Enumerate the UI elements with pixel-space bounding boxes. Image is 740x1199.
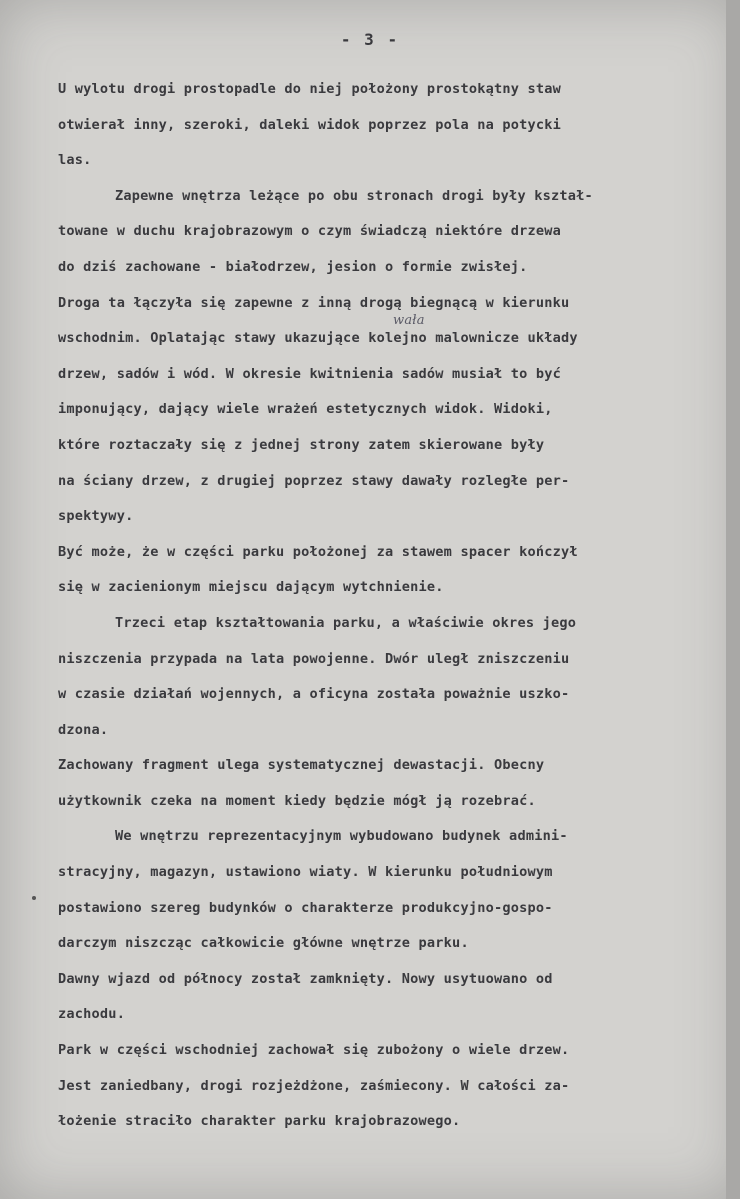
text-line: imponujący, dający wiele wrażeń estetycznych widok. Widoki,	[58, 401, 553, 418]
text-line: Park w części wschodniej zachował się zubożony o wiele drzew.	[58, 1042, 570, 1059]
text-line: We wnętrzu reprezentacyjnym wybudowano budynek admini-	[115, 828, 568, 845]
text-line: Być może, że w części parku położonej za stawem spacer kończył	[58, 543, 578, 560]
text-line: łożenie straciło charakter parku krajobrazowego.	[58, 1113, 461, 1130]
text-line: wschodnim. Oplatając stawy ukazujące kolejno malownicze układy wała	[58, 321, 728, 357]
text-line: zachodu.	[58, 1006, 126, 1023]
margin-dot-mark	[32, 896, 36, 900]
text-line: towane w duchu krajobrazowym o czym świadczą niektóre drzewa	[58, 223, 562, 240]
text-line: niszczenia przypada na lata powojenne. Dwór uległ zniszczeniu	[58, 650, 570, 667]
text-line: Jest zaniedbany, drogi rozjeżdżone, zaśmiecony. W całości za-	[58, 1077, 570, 1094]
text-line: otwierał inny, szeroki, daleki widok poprzez pola na potycki	[58, 116, 562, 133]
text-line: darczym niszcząc całkowicie główne wnętrze parku.	[58, 935, 469, 952]
text-line: drzew, sadów i wód. W okresie kwitnienia sadów musiał to być	[58, 365, 562, 382]
body-text	[58, 72, 728, 1140]
text-line: do dziś zachowane - białodrzew, jesion o formie zwisłej.	[58, 258, 528, 275]
text-line: Dawny wjazd od północy został zamknięty. Nowy usytuowano od	[58, 970, 553, 987]
text-line: dzona.	[58, 721, 109, 738]
text-line: Zachowany fragment ulega systematycznej dewastacji. Obecny	[58, 757, 545, 774]
text-line: Zapewne wnętrza leżące po obu stronach drogi były kształ-	[115, 187, 593, 204]
handwritten-note: wała	[393, 313, 425, 329]
text-line: w czasie działań wojennych, a oficyna została poważnie uszko-	[58, 686, 570, 703]
text-line: las.	[58, 152, 92, 169]
text-line: użytkownik czeka na moment kiedy będzie mógł ją rozebrać.	[58, 792, 536, 809]
page-number: - 3 -	[340, 30, 400, 49]
text-line: na ściany drzew, z drugiej poprzez stawy dawały rozległe per-	[58, 472, 570, 489]
text-line: U wylotu drogi prostopadle do niej położony prostokątny staw	[58, 81, 562, 97]
text-line: które roztaczały się z jednej strony zatem skierowane były	[58, 436, 545, 453]
page-edge-shadow	[726, 0, 740, 1199]
text-line: Trzeci etap kształtowania parku, a właściwie okres jego	[115, 614, 577, 631]
text-line: się w zacienionym miejscu dającym wytchnienie.	[58, 579, 444, 596]
text-line: postawiono szereg budynków o charakterze produkcyjno-gospo-	[58, 899, 553, 916]
text-line: stracyjny, magazyn, ustawiono wiaty. W kierunku południowym	[58, 864, 553, 881]
text-line: Droga ta łączyła się zapewne z inną drogą biegnącą w kierunku	[58, 294, 570, 311]
text-line: spektywy.	[58, 508, 134, 525]
